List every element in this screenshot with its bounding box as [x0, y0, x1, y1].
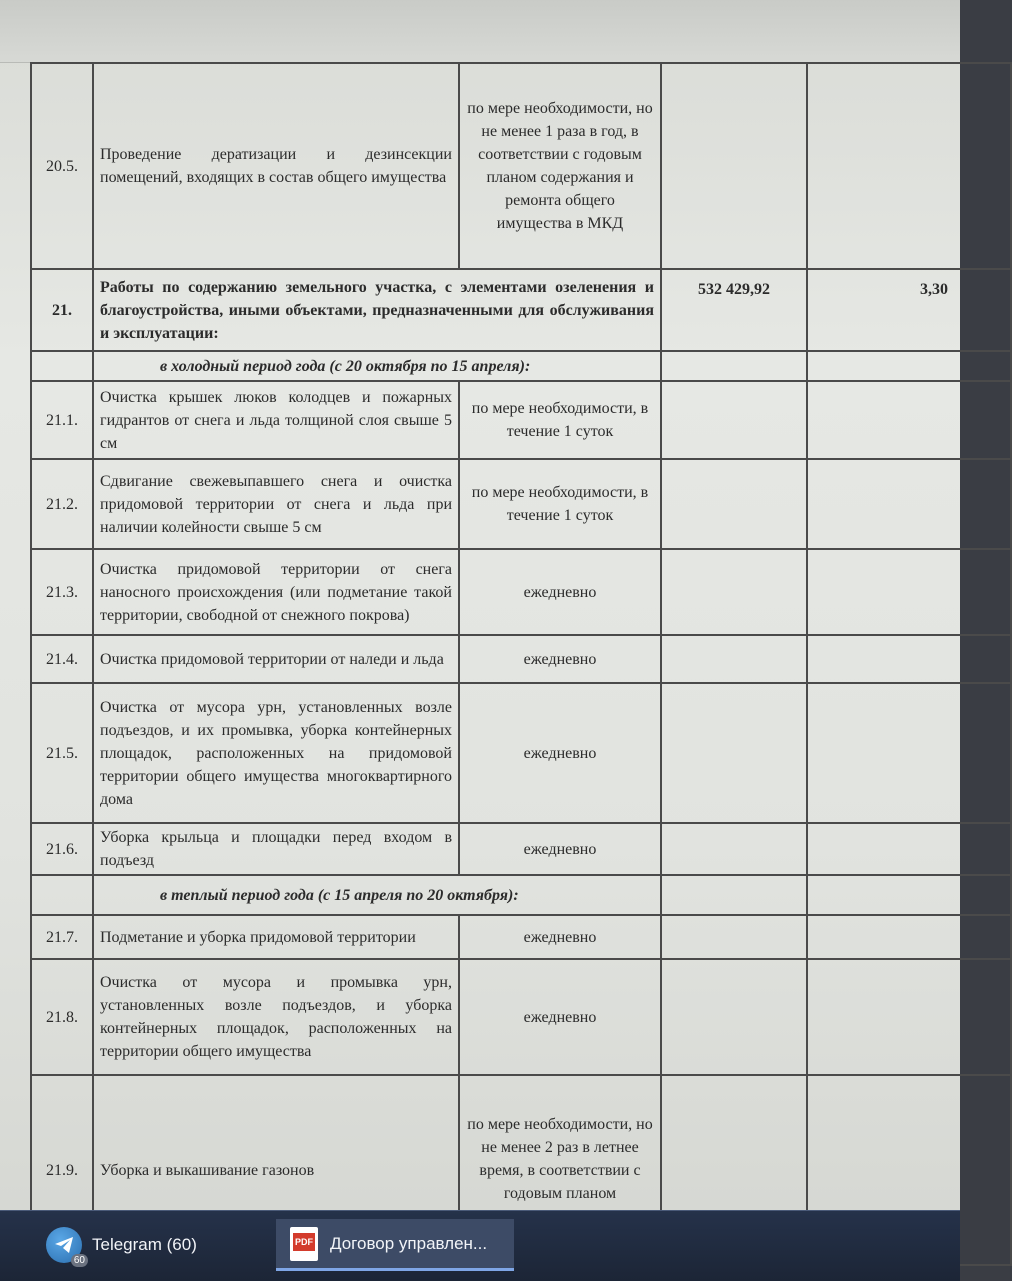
taskbar-item-pdf-document[interactable] — [276, 1219, 514, 1271]
row-frequency: ежедневно — [459, 635, 661, 683]
table-row — [31, 549, 1011, 635]
empty-cell — [661, 959, 807, 1075]
table-row — [31, 959, 1011, 1075]
row-frequency: по мере необходимости, но не менее 1 раза в год, в соответствии с годовым планом содержания и ремонта общего имущества в МКД — [459, 63, 661, 269]
row-description: Работы по содержанию земельного участка, с элементами озеленения и благоустройства, иными объектами, предназначенными для обслуживания и эксплуатации: — [93, 269, 661, 351]
empty-cell — [807, 823, 1011, 875]
table-row — [31, 459, 1011, 549]
row-number: 21.4. — [31, 635, 93, 683]
table-row — [31, 63, 1011, 269]
empty-cell — [807, 549, 1011, 635]
notification-badge: 60 — [71, 1254, 88, 1267]
table-row — [31, 635, 1011, 683]
empty-cell — [807, 351, 1011, 381]
taskbar-item-label: Договор управлен... — [330, 1233, 488, 1253]
row-description: Очистка от мусора и промывка урн, установленных возле подъездов, и уборка контейнерных площадок, расположенных на территории общего имущества — [93, 959, 459, 1075]
empty-cell — [661, 459, 807, 549]
row-frequency: ежедневно — [459, 915, 661, 959]
empty-cell — [807, 915, 1011, 959]
empty-cell — [31, 875, 93, 915]
row-frequency: по мере необходимости, но не менее 2 раз в летнее время, в соответствии с годовым планом — [459, 1075, 661, 1265]
row-description: Очистка придомовой территории от наледи и льда — [93, 635, 459, 683]
empty-cell — [807, 875, 1011, 915]
row-description: Проведение дератизации и дезинсекции помещений, входящих в состав общего имущества — [93, 63, 459, 269]
row-number: 21.2. — [31, 459, 93, 549]
table-row — [31, 823, 1011, 875]
pdf-icon: PDF — [290, 1227, 318, 1261]
row-description: Уборка и выкашивание газонов — [93, 1075, 459, 1265]
row-description: Очистка от мусора урн, установленных возле подъездов, и их промывка, уборка контейнерных площадок, расположенных на придомовой территории общего имущества многоквартирного дома — [93, 683, 459, 823]
row-number: 21.5. — [31, 683, 93, 823]
table-row — [31, 269, 1011, 351]
empty-cell — [661, 381, 807, 459]
row-description: Уборка крыльца и площадки перед входом в подъезд — [93, 823, 459, 875]
row-number: 21. — [31, 269, 93, 351]
section-label: в холодный период года (с 20 октября по 15 апреля): — [93, 351, 661, 381]
empty-cell — [807, 63, 1011, 269]
row-amount: 532 429,92 — [661, 269, 807, 351]
row-number: 21.7. — [31, 915, 93, 959]
row-description: Подметание и уборка придомовой территории — [93, 915, 459, 959]
empty-cell — [31, 351, 93, 381]
section-label: в теплый период года (с 15 апреля по 20 октября): — [93, 875, 661, 915]
empty-cell — [807, 635, 1011, 683]
empty-cell — [807, 959, 1011, 1075]
table-row — [31, 915, 1011, 959]
row-number: 21.1. — [31, 381, 93, 459]
document-top-margin — [0, 0, 960, 63]
empty-cell — [661, 915, 807, 959]
row-frequency: ежедневно — [459, 823, 661, 875]
row-frequency: по мере необходимости, в течение 1 суток — [459, 459, 661, 549]
row-frequency: по мере необходимости, в течение 1 суток — [459, 381, 661, 459]
taskbar — [0, 1210, 960, 1281]
empty-cell — [661, 635, 807, 683]
empty-cell — [807, 381, 1011, 459]
table-row — [31, 381, 1011, 459]
empty-cell — [661, 63, 807, 269]
row-frequency: ежедневно — [459, 683, 661, 823]
row-rate: 3,30 — [807, 269, 1011, 351]
empty-cell — [661, 351, 807, 381]
section-row — [31, 351, 1011, 381]
row-description: Очистка придомовой территории от снега наносного происхождения (или подметание такой территории, свободной от снежного покрова) — [93, 549, 459, 635]
row-frequency: ежедневно — [459, 959, 661, 1075]
row-number: 21.6. — [31, 823, 93, 875]
table-row — [31, 683, 1011, 823]
row-number: 20.5. — [31, 63, 93, 269]
empty-cell — [807, 459, 1011, 549]
row-number: 21.8. — [31, 959, 93, 1075]
empty-cell — [807, 683, 1011, 823]
telegram-icon — [46, 1227, 85, 1266]
row-number: 21.3. — [31, 549, 93, 635]
empty-cell — [661, 549, 807, 635]
row-number: 21.9. — [31, 1075, 93, 1265]
empty-cell — [661, 823, 807, 875]
row-description: Сдвигание свежевыпавшего снега и очистка придомовой территории от снега и льда при наличии колейности свыше 5 см — [93, 459, 459, 549]
row-description: Очистка крышек люков колодцев и пожарных гидрантов от снега и льда толщиной слоя свыше 5 см — [93, 381, 459, 459]
row-frequency: ежедневно — [459, 549, 661, 635]
section-row — [31, 875, 1011, 915]
taskbar-item-telegram[interactable] — [40, 1219, 260, 1271]
empty-cell — [661, 875, 807, 915]
taskbar-item-label: Telegram (60) — [92, 1235, 197, 1254]
empty-cell — [661, 683, 807, 823]
services-table — [30, 62, 1012, 1266]
